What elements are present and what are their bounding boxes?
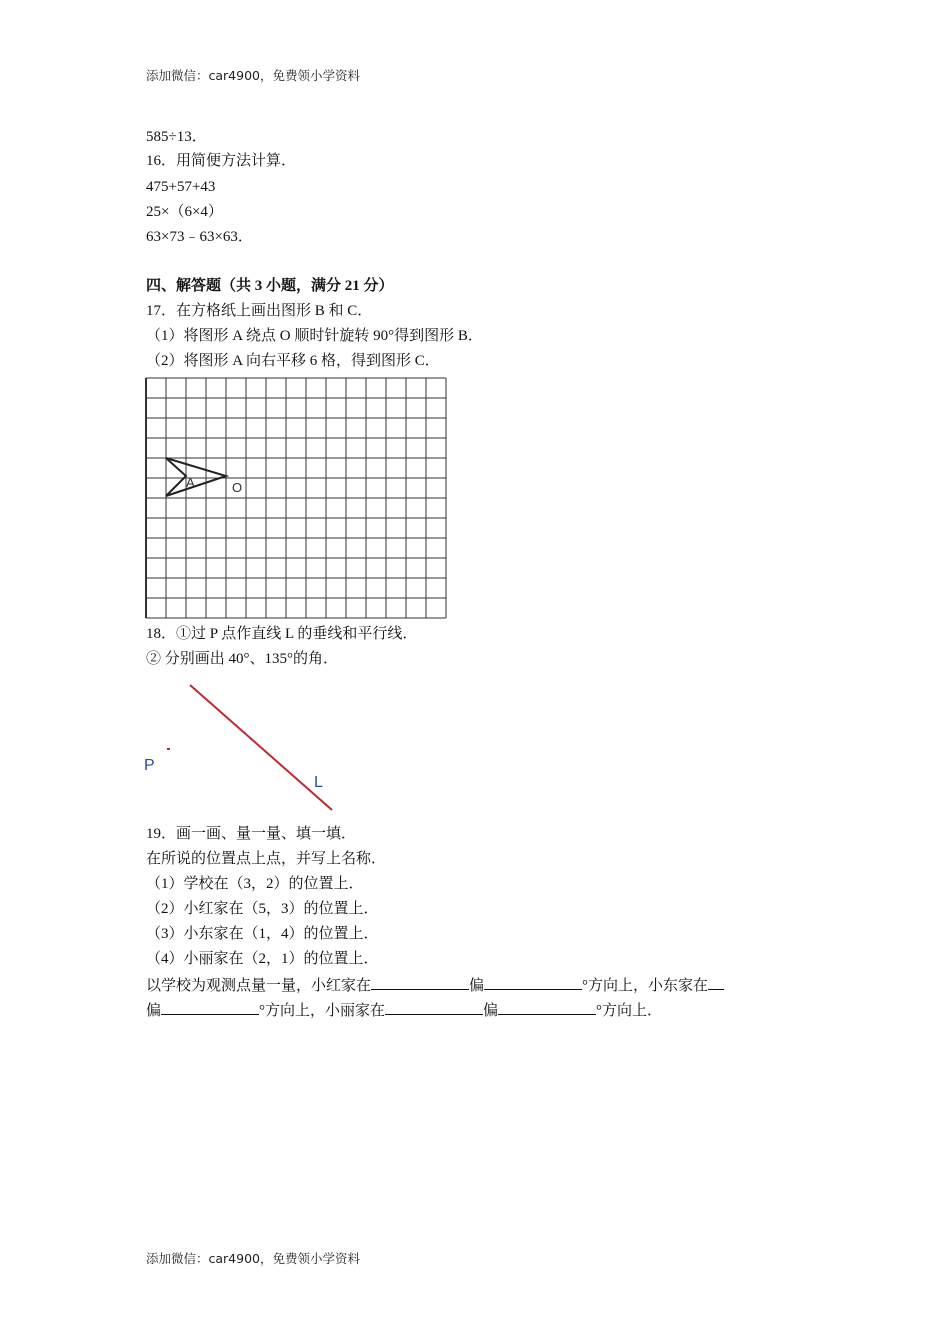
q16-item-3: 63×73﹣63×63． xyxy=(146,229,253,245)
fill-text-7: °方向上． xyxy=(596,1003,663,1019)
q17-title: 17．在方格纸上画出图形 B 和 C． xyxy=(146,303,373,319)
q18-figure xyxy=(140,680,340,815)
page-footer: 添加微信：car4900，免费领小学资料 xyxy=(146,1251,360,1266)
q16-item-2: 25×（6×4） xyxy=(146,204,223,220)
section-title: 四、解答题（共 3 小题，满分 21 分） xyxy=(146,278,394,294)
answer-blank-4[interactable] xyxy=(161,1000,259,1015)
q18-sub: ② 分别画出 40°、135°的角． xyxy=(146,651,338,667)
fill-text-1: 以学校为观测点量一量，小红家在 xyxy=(146,978,372,994)
answer-blank-2[interactable] xyxy=(484,975,582,990)
line-l-label: L xyxy=(314,774,323,791)
fill-text-6: 偏 xyxy=(483,1003,499,1019)
q19-intro: 在所说的位置点上点，并写上名称． xyxy=(146,851,387,867)
answer-blank-3[interactable] xyxy=(708,975,724,990)
q18-title: 18．①过 P 点作直线 L 的垂线和平行线． xyxy=(146,626,418,642)
point-p xyxy=(167,748,170,750)
q16-item-1: 475+57+43 xyxy=(146,179,216,195)
q17-step-1: （1）将图形 A 绕点 O 顺时针旋转 90°得到图形 B． xyxy=(146,328,483,344)
q19-fill-line-1 xyxy=(146,975,724,995)
q19-fill-line-2 xyxy=(146,1000,662,1020)
answer-blank-6[interactable] xyxy=(498,1000,596,1015)
line-l xyxy=(190,685,332,810)
q16-title: 16．用简便方法计算． xyxy=(146,153,297,169)
shape-a xyxy=(166,458,226,496)
q19-item-1: （1）学校在（3，2）的位置上． xyxy=(146,876,364,892)
fill-text-4: 偏 xyxy=(146,1003,162,1019)
fill-text-2: 偏 xyxy=(469,978,485,994)
fill-text-3: °方向上，小东家在 xyxy=(582,978,709,994)
q19-title: 19．画一画、量一量、填一填． xyxy=(146,826,357,842)
answer-blank-5[interactable] xyxy=(385,1000,483,1015)
fill-text-5: °方向上，小丽家在 xyxy=(259,1003,386,1019)
q19-item-4: （4）小丽家在（2，1）的位置上． xyxy=(146,951,379,967)
point-o-label: O xyxy=(232,480,243,495)
point-p-label: P xyxy=(144,757,155,774)
answer-blank-1[interactable] xyxy=(371,975,469,990)
q15-expression: 585÷13． xyxy=(146,129,207,145)
page-header: 添加微信：car4900，免费领小学资料 xyxy=(146,68,360,83)
q19-item-3: （3）小东家在（1，4）的位置上． xyxy=(146,926,379,942)
q19-item-2: （2）小红家在（5，3）的位置上． xyxy=(146,901,379,917)
q17-step-2: （2）将图形 A 向右平移 6 格，得到图形 C． xyxy=(146,353,440,369)
shape-a-label: A xyxy=(186,475,195,490)
q17-grid xyxy=(144,376,450,620)
